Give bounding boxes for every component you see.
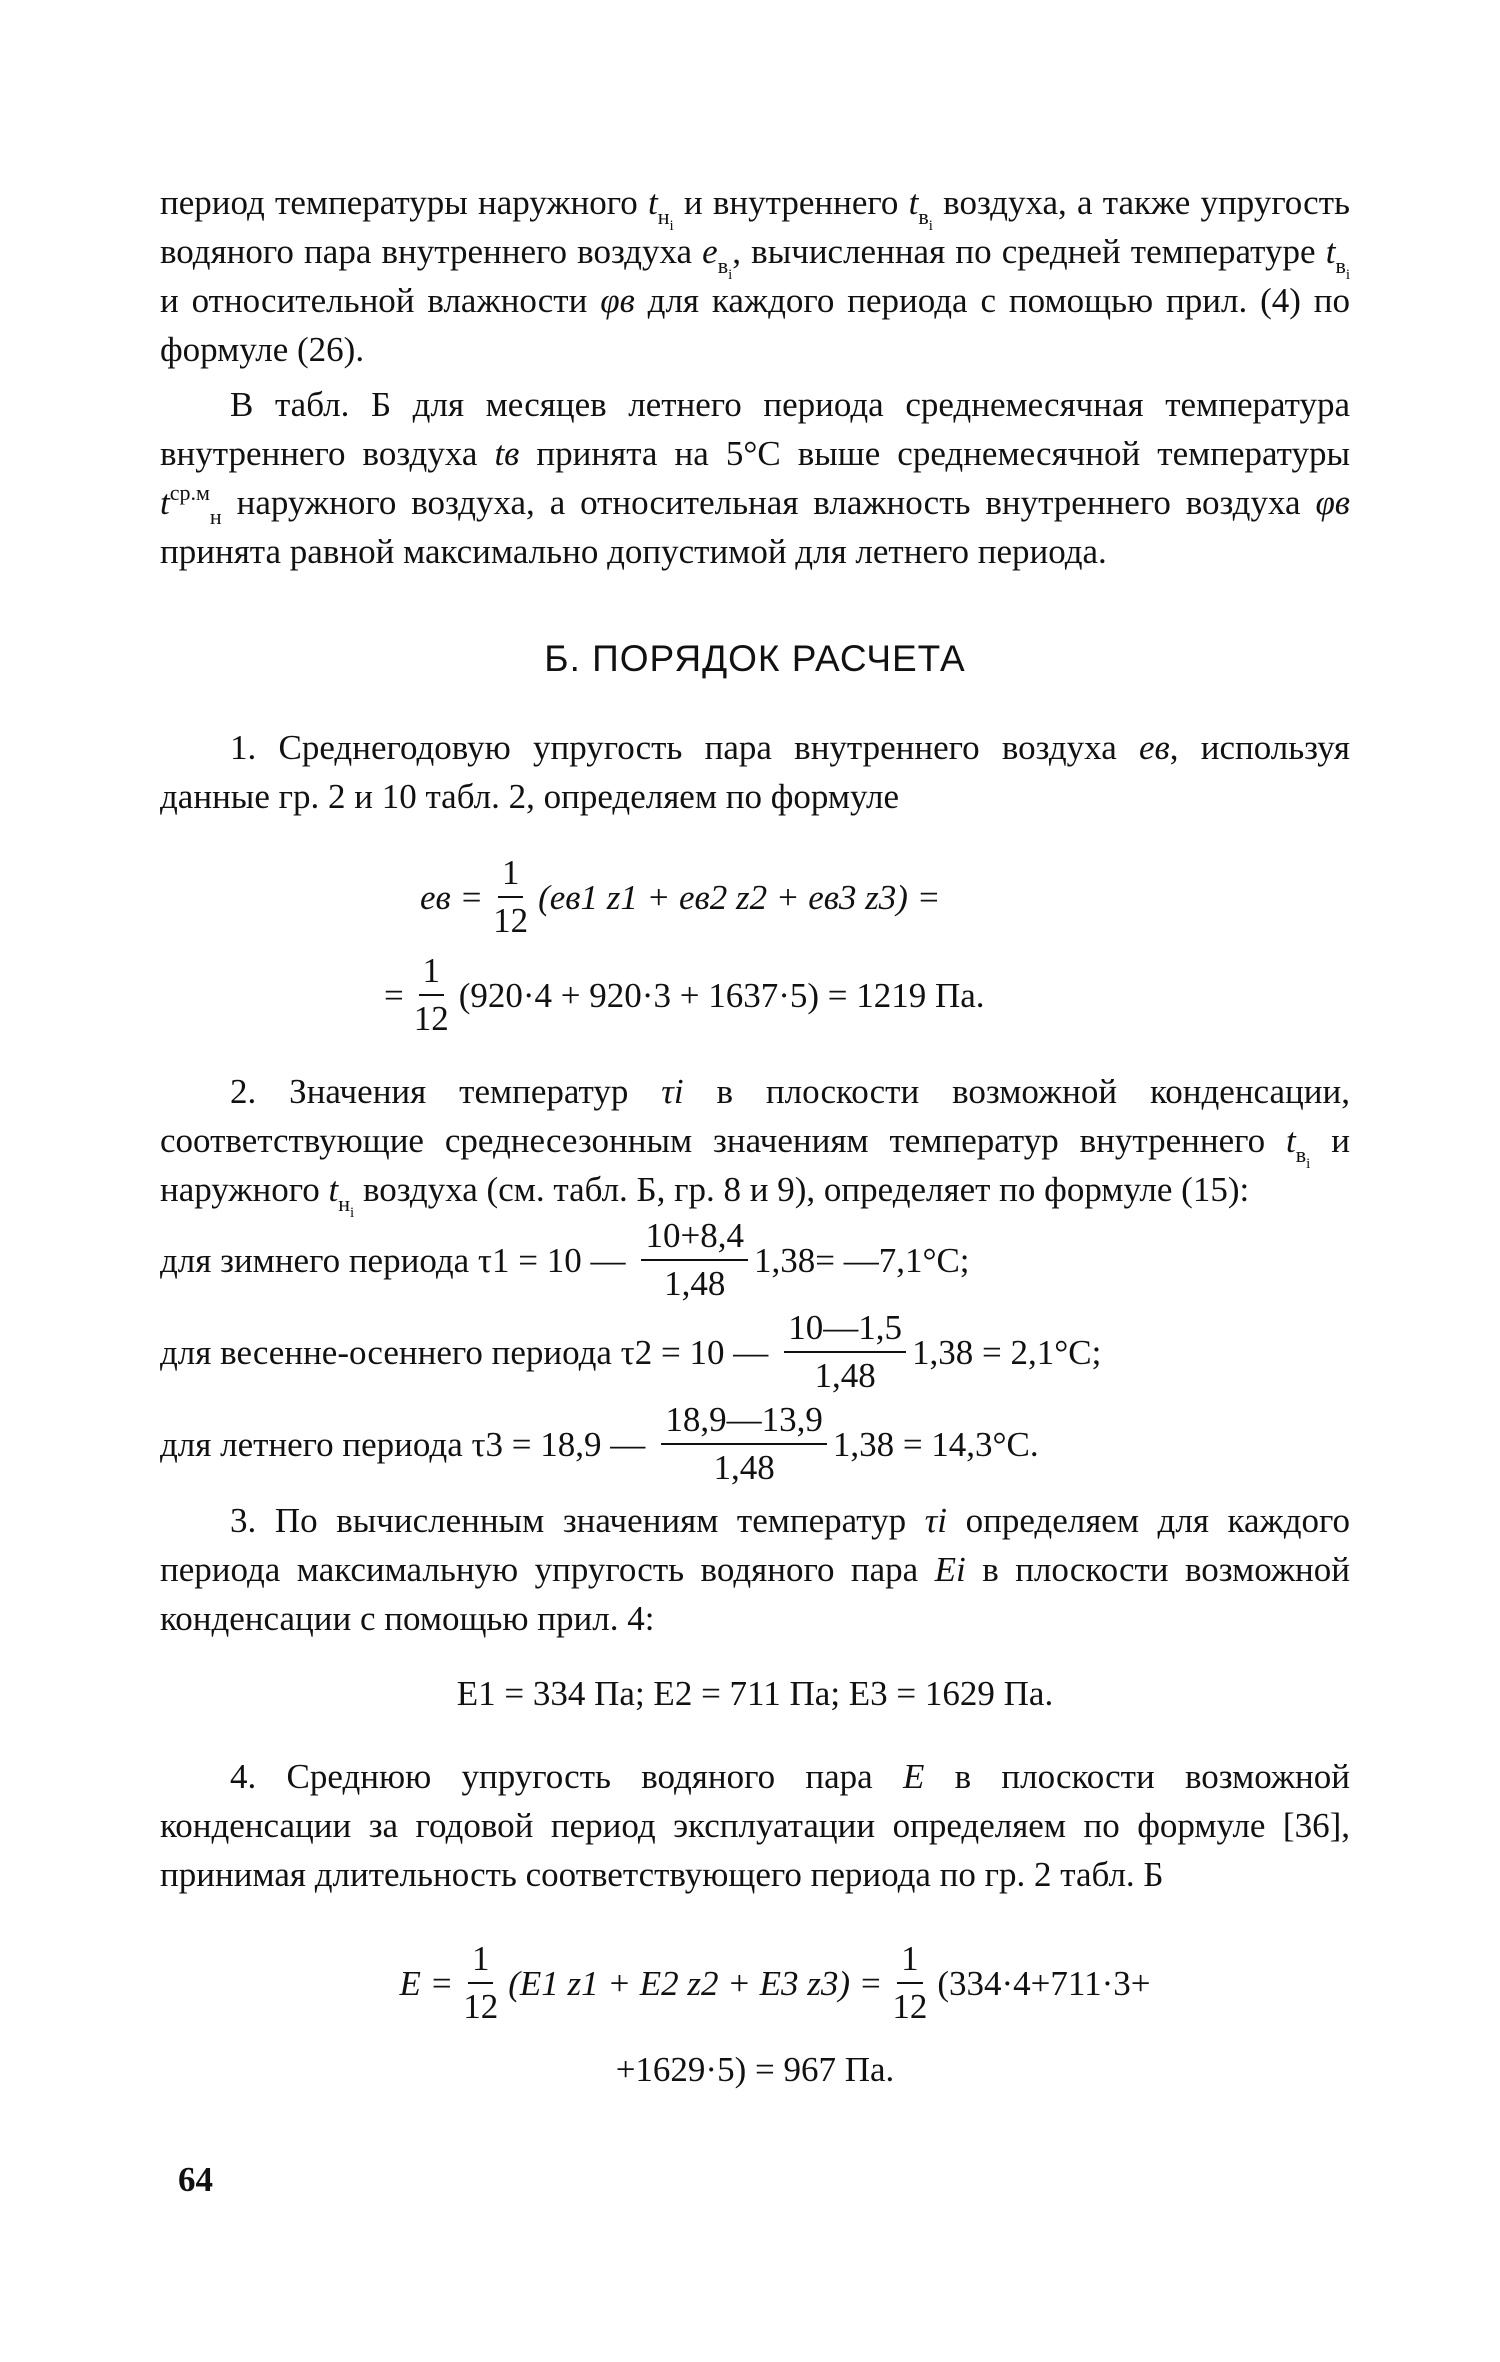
text: наружного воздуха, а относительная влажность внутреннего воздуха: [221, 483, 1316, 522]
text: , вычисленная по средней температуре: [732, 232, 1326, 271]
step-1-text: [160, 723, 1350, 821]
sub-text: н: [657, 204, 670, 229]
formula-tail: (334·4+711·3+: [937, 1963, 1151, 2003]
formula-lhs: =: [384, 975, 404, 1015]
fraction-denominator: 12: [413, 999, 449, 1038]
var-t-v: t: [908, 183, 919, 222]
text: 1. Среднегодовую упругость пара внутреннего воздуха: [230, 728, 1139, 767]
formula-lhs: eв =: [420, 877, 484, 917]
step-3-text: [160, 1496, 1350, 1643]
fraction-numerator: 10—1,5: [784, 1307, 906, 1353]
formula-body: (920·4 + 920·3 + 1637·5) = 1219 Па.: [458, 975, 985, 1015]
formula-line-1: [160, 849, 1350, 945]
formula-label: для зимнего периода τ1 = 10 —: [160, 1240, 626, 1280]
fraction-denominator: 1,48: [814, 1356, 876, 1395]
fraction-denominator: 12: [892, 1987, 928, 2026]
fraction: [888, 1938, 931, 2028]
var-t-n: t: [328, 1170, 339, 1209]
fraction-numerator: 18,9—13,9: [661, 1399, 827, 1445]
intro-paragraph-2: [160, 380, 1350, 576]
formula-body: (eв1 z1 + eв2 z2 + eв3 z3) =: [538, 877, 941, 917]
text: принята на 5°С выше среднемесячной температуры: [519, 434, 1350, 473]
sub: [1335, 253, 1350, 283]
formula-line-1: [160, 1933, 1350, 2033]
subsub-text: i: [728, 267, 733, 283]
subsub-text: i: [669, 218, 674, 234]
fraction: [459, 1938, 502, 2028]
sub-text: в: [717, 253, 729, 278]
step-1-formula: [160, 849, 1350, 1045]
var-t-v: t: [1286, 1121, 1296, 1160]
formula-result: 1,38 = 2,1°С;: [911, 1332, 1102, 1372]
text: и относительной влажности: [160, 281, 601, 320]
text: и наружного: [160, 1121, 1350, 1209]
sub-text: в: [918, 204, 929, 229]
fraction: [489, 852, 532, 942]
text: в плоскости возможной конденсации, соответствующие среднесезонным значениям температур внутреннего: [160, 1072, 1350, 1160]
formula-line-2: +1629·5) = 967 Па.: [615, 2049, 895, 2089]
text: В табл. Б для месяцев летнего периода среднемесячная температура внутреннего воздуха: [160, 385, 1350, 473]
subsub-text: i: [1306, 1156, 1311, 1172]
var-tau: τi: [924, 1501, 947, 1540]
subsub-text: i: [1345, 267, 1350, 283]
var-phi-v: φв: [1315, 483, 1350, 522]
fraction-numerator: 1: [897, 1938, 923, 1984]
formula-label: для летнего периода τ3 = 18,9 —: [160, 1424, 646, 1464]
step-2-formulas: [160, 1214, 1350, 1490]
text: период температуры наружного: [160, 183, 648, 222]
section-heading: Б. ПОРЯДОК РАСЧЕТА: [544, 638, 966, 679]
winter-formula: [160, 1214, 1350, 1306]
formula-result: 1,38 = 14,3°С.: [832, 1424, 1039, 1464]
step-2-text: [160, 1067, 1350, 1221]
var-tau: τi: [661, 1072, 684, 1111]
sub-text: в: [1295, 1142, 1307, 1167]
fraction-denominator: 12: [493, 901, 529, 940]
formula-result: 1,38= —7,1°С;: [753, 1240, 970, 1280]
text: в плоскости возможной конденсации с помощью прил. 4:: [160, 1550, 1350, 1638]
sub-text: н: [209, 504, 222, 529]
text: и внутреннего: [673, 183, 909, 222]
sub: [717, 253, 733, 283]
fraction: [661, 1399, 827, 1489]
var-t-v: tв: [494, 434, 520, 473]
sup-text: ср.м: [169, 480, 210, 505]
step-4-formula: [160, 1933, 1350, 2105]
intro-paragraph-1: [160, 178, 1350, 374]
sub: [918, 204, 933, 234]
formula-lhs: E =: [399, 1963, 454, 2003]
subsub-text: i: [928, 218, 933, 234]
text: принята равной максимально допустимой для летнего периода.: [160, 532, 1107, 571]
sub: [338, 1191, 355, 1221]
fraction-denominator: 12: [463, 1987, 499, 2026]
step-3-result: E1 = 334 Па; E2 = 711 Па; E3 = 1629 Па.: [456, 1674, 1054, 1713]
formula-label: для весенне-осеннего периода τ2 = 10 —: [160, 1332, 769, 1372]
text: воздуха, а также упругость водяного пара внутреннего воздуха: [160, 183, 1350, 271]
sub: [657, 204, 674, 234]
fraction-numerator: 1: [498, 852, 524, 898]
var-e-v: eв: [1139, 728, 1170, 767]
formula-line-2: [160, 945, 1350, 1045]
spring-autumn-formula: [160, 1306, 1350, 1398]
text: определяем для каждого периода максимальную упругость водяного пара: [160, 1501, 1351, 1589]
text: 4. Среднюю упругость водяного пара: [230, 1757, 903, 1796]
fraction: [784, 1307, 906, 1397]
text: 2. Значения температур: [230, 1072, 662, 1111]
text: в плоскости возможной конденсации за годовой период эксплуатации определяем по формуле [36], принимая длительность соответствующего периода по гр. 2 табл. Б: [160, 1757, 1350, 1894]
text: воздуха (см. табл. Б, гр. 8 и 9), определяет по формуле (15):: [354, 1170, 1250, 1209]
fraction: [641, 1215, 748, 1305]
sub-text: н: [338, 1191, 351, 1216]
text: , используя данные гр. 2 и 10 табл. 2, определяем по формуле: [160, 728, 1351, 816]
var-E: E: [902, 1757, 925, 1796]
subsub-text: i: [350, 1205, 355, 1221]
formula-body: (E1 z1 + E2 z2 + E3 z3) =: [508, 1963, 883, 2003]
var-t-v: t: [1325, 232, 1336, 271]
sub: [1295, 1142, 1311, 1172]
fraction-denominator: 1,48: [664, 1264, 726, 1303]
var-E: Ei: [934, 1550, 966, 1589]
page-number: 64: [178, 2160, 213, 2199]
var-t-n: t: [647, 183, 658, 222]
sub-text: в: [1335, 253, 1346, 278]
var-phi-v: φв: [600, 281, 635, 320]
step-4-text: [160, 1752, 1350, 1899]
fraction-numerator: 1: [419, 950, 445, 996]
text: для каждого периода с помощью прил. (4) по формуле (26).: [160, 281, 1350, 369]
summer-formula: [160, 1398, 1350, 1490]
fraction-numerator: 1: [468, 1938, 494, 1984]
var-e-v: e: [702, 232, 718, 271]
fraction-denominator: 1,48: [713, 1448, 775, 1487]
var-t-n-srm: t: [160, 483, 170, 522]
page-body: [160, 178, 1350, 2127]
fraction: [410, 950, 453, 1040]
fraction-numerator: 10+8,4: [641, 1215, 748, 1261]
text: 3. По вычисленным значениям температур: [230, 1501, 925, 1540]
